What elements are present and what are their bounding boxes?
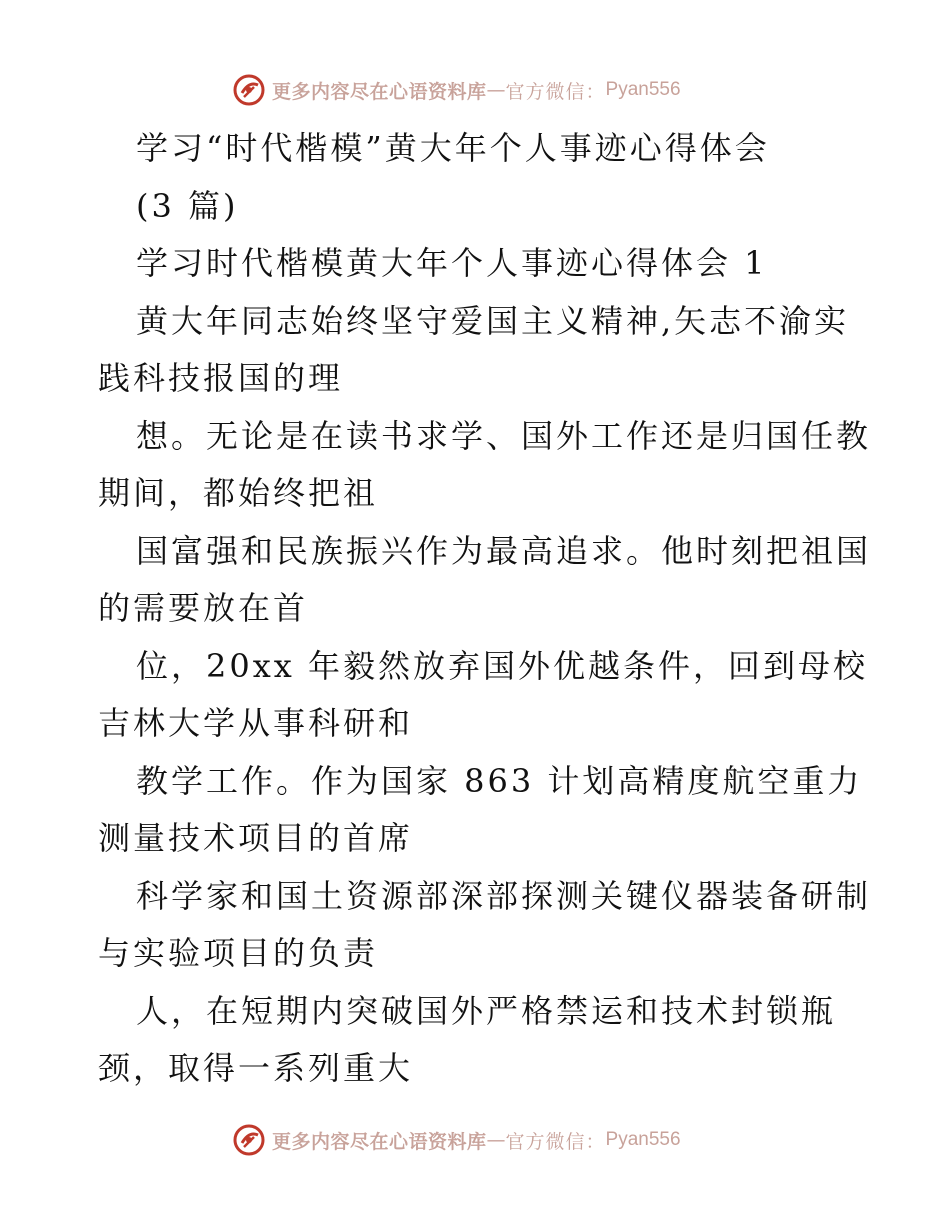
- text-line: 想。无论是在读书求学、国外工作还是归国任教: [136, 416, 872, 455]
- footer-banner: [232, 1122, 712, 1158]
- banner-main-text: 更多内容尽在心语资料库: [272, 1130, 487, 1153]
- text-line: 科学家和国土资源部深部探测关键仪器装备研制: [136, 876, 872, 915]
- document-body: [98, 120, 872, 1098]
- text-line: 的需要放在首: [98, 589, 309, 627]
- document-title-line-1: 学习“时代楷模”黄大年个人事迹心得体会: [136, 129, 770, 167]
- text-line: 黄大年同志始终坚守爱国主义精神,矢志不渝实: [136, 301, 850, 340]
- text-line: 位，20xx 年毅然放弃国外优越条件，回到母校: [136, 646, 868, 685]
- banner-wechat-id: Pyan556: [605, 79, 681, 100]
- banner-separator: —: [486, 79, 506, 101]
- document-title-line-2: (3 篇): [136, 186, 239, 225]
- brand-logo-icon: [232, 73, 266, 107]
- text-line: 国富强和民族振兴作为最高追求。他时刻把祖国: [136, 531, 872, 570]
- banner-separator: —: [486, 1129, 506, 1151]
- text-line: 期间，都始终把祖: [98, 474, 379, 512]
- text-line: 颈，取得一系列重大: [98, 1049, 414, 1087]
- text-line: 吉林大学从事科研和: [98, 704, 414, 742]
- text-line: 践科技报国的理: [98, 359, 344, 397]
- banner-wechat-label: 官方微信：: [505, 1130, 606, 1153]
- banner-main-text: 更多内容尽在心语资料库: [272, 80, 487, 103]
- banner-wechat-label: 官方微信：: [505, 80, 606, 103]
- text-line: 测量技术项目的首席: [98, 819, 414, 857]
- banner-wechat-id: Pyan556: [605, 1129, 681, 1150]
- text-line: 人，在短期内突破国外严格禁运和技术封锁瓶: [136, 991, 837, 1030]
- text-line: 教学工作。作为国家 863 计划高精度航空重力: [136, 761, 863, 800]
- section-heading: 学习时代楷模黄大年个人事迹心得体会 1: [136, 244, 768, 282]
- text-line: 与实验项目的负责: [98, 934, 379, 972]
- header-banner: [232, 72, 712, 108]
- brand-logo-icon: [232, 1123, 266, 1157]
